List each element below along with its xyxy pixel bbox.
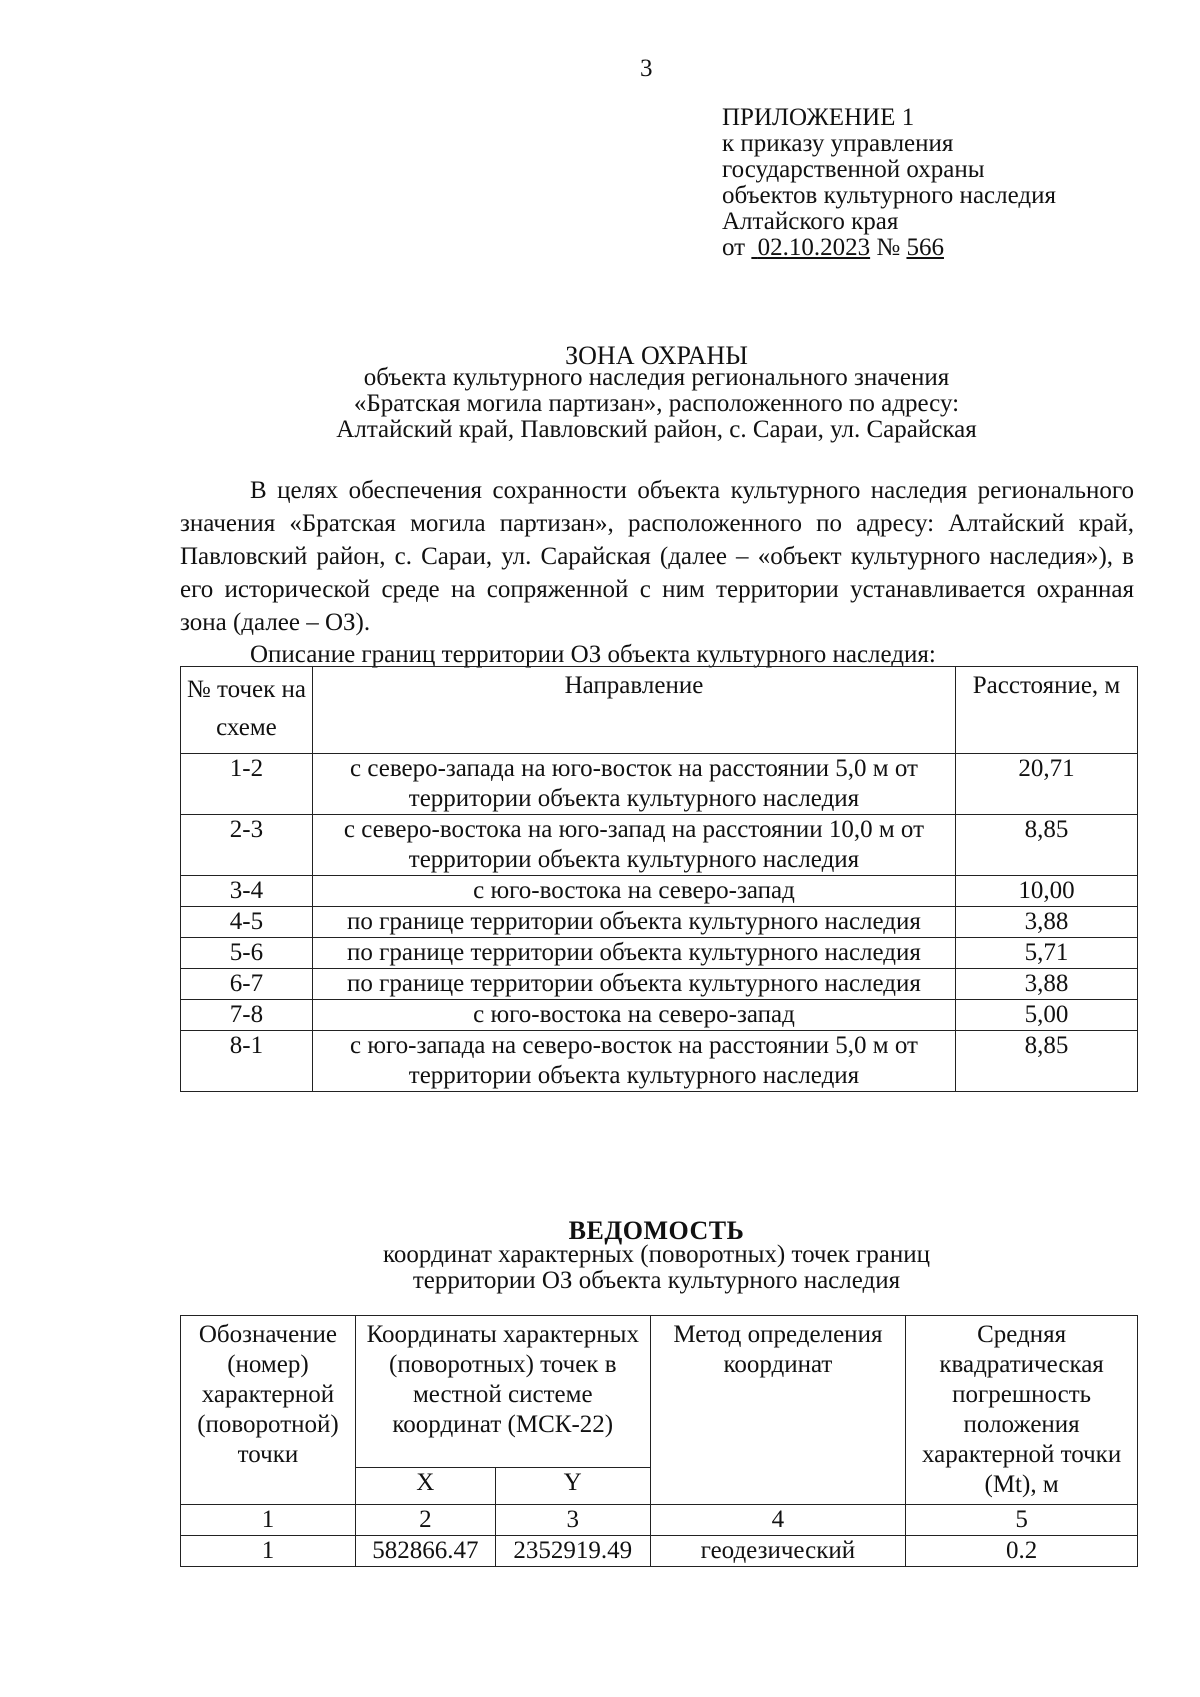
distance-cell: 3,88 [956, 969, 1138, 1000]
distance-cell: 5,71 [956, 938, 1138, 969]
appendix-heading: ПРИЛОЖЕНИЕ 1 [722, 104, 915, 131]
points-cell: 7-8 [181, 1000, 313, 1031]
order-number: 566 [906, 234, 944, 261]
distance-cell: 3,88 [956, 907, 1138, 938]
y-cell: 2352919.49 [495, 1536, 650, 1567]
header-coordinates: Координаты характерных (поворотных) точек в местной системе координат (МСК-22) [355, 1316, 650, 1468]
points-cell: 5-6 [181, 938, 313, 969]
appendix-line: к приказу управления [722, 130, 954, 157]
method-cell: геодезический [650, 1536, 906, 1567]
table-row [181, 754, 1138, 815]
header-y: Y [495, 1468, 650, 1505]
table-header-row [181, 667, 1138, 754]
distance-cell: 5,00 [956, 1000, 1138, 1031]
column-number-cell: 2 [355, 1505, 495, 1536]
points-cell: 6-7 [181, 969, 313, 1000]
column-number-cell: 5 [906, 1505, 1138, 1536]
direction-cell: с северо-востока на юго-запад на расстоянии 10,0 м от территории объекта культурного наследия [312, 815, 955, 876]
table-row [181, 1031, 1138, 1092]
direction-cell: с юго-запада на северо-восток на расстоянии 5,0 м от территории объекта культурного наследия [312, 1031, 955, 1092]
date-prefix: от [722, 234, 746, 261]
header-direction: Направление [312, 667, 955, 754]
appendix-line: объектов культурного наследия [722, 182, 1056, 209]
zone-subtitle-line: «Братская могила партизан», расположенного по адресу: [353, 390, 960, 417]
distance-cell: 20,71 [956, 754, 1138, 815]
header-designation: Обозначение (номер) характерной (поворотной) точки [181, 1316, 356, 1505]
page-number: 3 [640, 55, 653, 82]
zone-title: ЗОНА ОХРАНЫ [565, 341, 748, 370]
table-row [181, 876, 1138, 907]
zone-subtitle-line: объекта культурного наследия регионального значения [363, 364, 950, 391]
table-row [181, 969, 1138, 1000]
x-cell: 582866.47 [355, 1536, 495, 1567]
points-cell: 4-5 [181, 907, 313, 938]
appendix-line: государственной охраны [722, 156, 985, 183]
distance-cell: 8,85 [956, 815, 1138, 876]
coordinates-table [180, 1315, 1138, 1567]
points-cell: 2-3 [181, 815, 313, 876]
table-row [181, 907, 1138, 938]
direction-cell: с северо-запада на юго-восток на расстоянии 5,0 м от территории объекта культурного наследия [312, 754, 955, 815]
distance-cell: 8,85 [956, 1031, 1138, 1092]
appendix-line: Алтайского края [722, 208, 899, 235]
zone-subtitle [0, 365, 1200, 443]
point-cell: 1 [181, 1536, 356, 1567]
direction-cell: с юго-востока на северо-запад [312, 1000, 955, 1031]
intro-paragraph [180, 474, 1134, 639]
direction-cell: с юго-востока на северо-запад [312, 876, 955, 907]
header-distance: Расстояние, м [956, 667, 1138, 754]
table-row [181, 1000, 1138, 1031]
zone-subtitle-line: Алтайский край, Павловский район, с. Сараи, ул. Сарайская [336, 416, 977, 443]
boundary-table [180, 666, 1138, 1092]
number-prefix: № [876, 234, 901, 261]
table-row [181, 938, 1138, 969]
intro-text: В целях обеспечения сохранности объекта культурного наследия регионального значения «Братская могила партизан», расположенного по адресу: Алтайский край, Павловский район, с. Сараи, ул. Сарайская (далее – «объект культурного наследия»), в его исторической среде на сопряженной с ним территории устанавливается охранная зона (далее – ОЗ). [180, 477, 1134, 636]
points-cell: 1-2 [181, 754, 313, 815]
appendix-date-line [722, 235, 1056, 261]
distance-cell: 10,00 [956, 876, 1138, 907]
vedomost-subtitle-line: территории ОЗ объекта культурного наследия [412, 1267, 901, 1294]
column-number-cell: 3 [495, 1505, 650, 1536]
order-date: 02.10.2023 [757, 234, 871, 261]
points-cell: 8-1 [181, 1031, 313, 1092]
column-number-cell: 4 [650, 1505, 906, 1536]
description-caption: Описание границ территории ОЗ объекта культурного наследия: [250, 641, 936, 668]
table-row [181, 815, 1138, 876]
vedomost-subtitle-line: координат характерных (поворотных) точек границ [383, 1241, 930, 1268]
column-number-row [181, 1505, 1138, 1536]
table-row [181, 1536, 1138, 1567]
appendix-block [722, 105, 1056, 261]
table-header-row [181, 1316, 1138, 1468]
direction-cell: по границе территории объекта культурного наследия [312, 938, 955, 969]
vedomost-title: ВЕДОМОСТЬ [568, 1216, 745, 1245]
column-number-cell: 1 [181, 1505, 356, 1536]
vedomost-subtitle [0, 1242, 1200, 1294]
header-points: № точек на схеме [181, 667, 313, 754]
direction-cell: по границе территории объекта культурного наследия [312, 969, 955, 1000]
header-x: X [355, 1468, 495, 1505]
direction-cell: по границе территории объекта культурного наследия [312, 907, 955, 938]
points-cell: 3-4 [181, 876, 313, 907]
error-cell: 0.2 [906, 1536, 1138, 1567]
header-method: Метод определения координат [650, 1316, 906, 1505]
header-error: Средняя квадратическая погрешность положения характерной точки (Mt), м [906, 1316, 1138, 1505]
